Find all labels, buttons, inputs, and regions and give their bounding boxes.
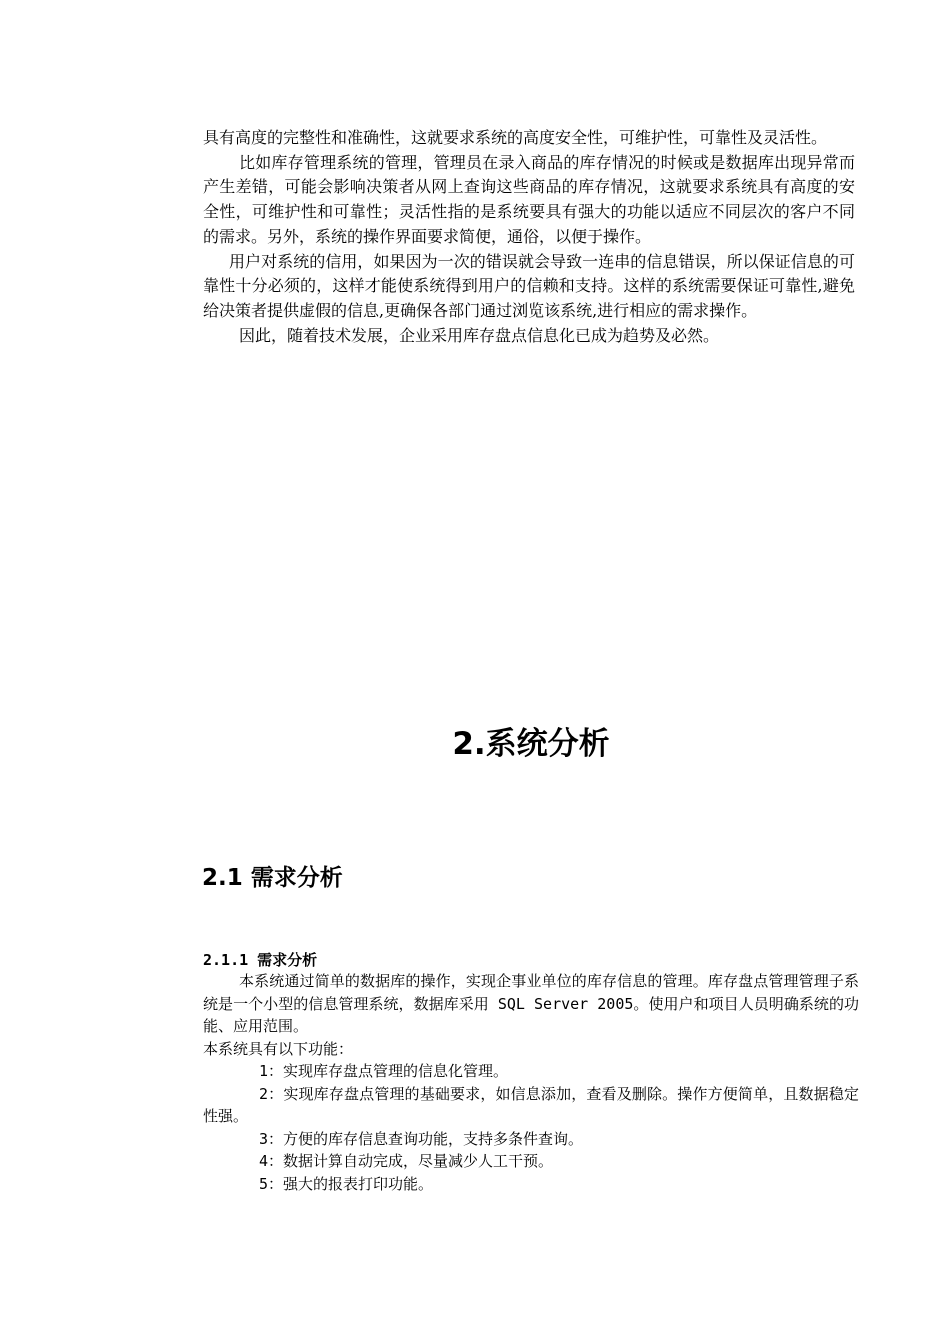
intro-text-block xyxy=(203,126,855,348)
intro-paragraph-1: 具有高度的完整性和准确性，这就要求系统的高度安全性，可维护性，可靠性及灵活性。 xyxy=(203,128,828,147)
intro-paragraph-3: 用户对系统的信用，如果因为一次的错误就会导致一连串的信息错误，所以保证信息的可靠性十分必须的，这样才能使系统得到用户的信赖和支持。这样的系统需要保证可靠性,避免给决策者提供虚假的信息,更确保各部门通过浏览该系统,进行相应的需求操作。 xyxy=(203,251,855,320)
feature-item-1: 1：实现库存盘点管理的信息化管理。 xyxy=(259,1062,509,1080)
features-lead: 本系统具有以下功能： xyxy=(203,1039,354,1058)
requirements-intro: 本系统通过简单的数据库的操作，实现企事业单位的库存信息的管理。库存盘点管理管理子系统是一个小型的信息管理系统，数据库采用 SQL Server 2005。使用户和项目人员明确系统的功能、应用范围。 xyxy=(203,972,859,1035)
subsection-title: 2.1.1 需求分析 xyxy=(203,951,318,969)
intro-paragraph-4: 因此，随着技术发展，企业采用库存盘点信息化已成为趋势及必然。 xyxy=(239,325,720,345)
feature-item-5: 5：强大的报表打印功能。 xyxy=(259,1174,434,1193)
feature-item-3: 3：方便的库存信息查询功能，支持多条件查询。 xyxy=(259,1129,584,1148)
feature-item-2: 2：实现库存盘点管理的基础要求，如信息添加，查看及删除。操作方便简单，且数据稳定性强。 xyxy=(203,1084,859,1125)
requirements-text-block xyxy=(203,970,859,1195)
feature-item-4: 4：数据计算自动完成，尽量减少人工干预。 xyxy=(259,1152,554,1170)
section-title: 2.1 需求分析 xyxy=(202,865,343,891)
intro-paragraph-2: 比如库存管理系统的管理，管理员在录入商品的库存情况的时候或是数据库出现异常而产生差错，可能会影响决策者从网上查询这些商品的库存情况，这就要求系统具有高度的安全性，可维护性和可靠性；灵活性指的是系统要具有强大的功能以适应不同层次的客户不同的需求。另外，系统的操作界面要求简便，通俗，以便于操作。 xyxy=(203,152,855,246)
chapter-title: 2.系统分析 xyxy=(452,726,610,762)
